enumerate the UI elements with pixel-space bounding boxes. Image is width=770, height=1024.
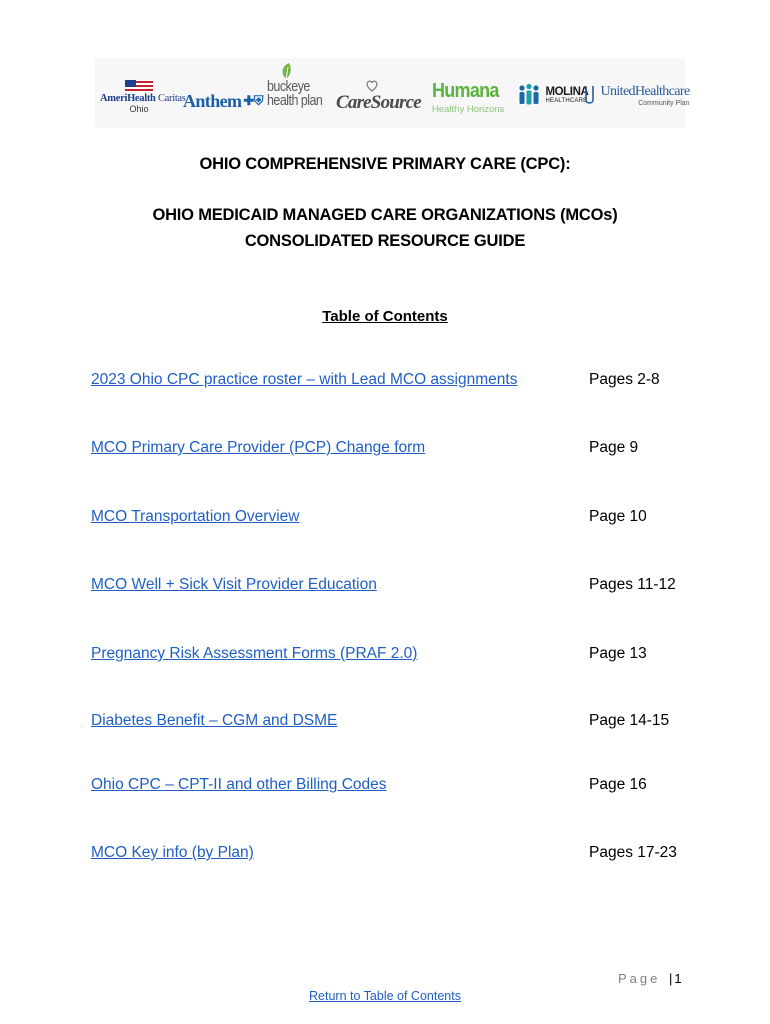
anthem-name: Anthem bbox=[183, 91, 242, 111]
molina-logo bbox=[518, 83, 588, 107]
toc-row bbox=[0, 712, 770, 734]
toc-pages: Page 16 bbox=[589, 776, 647, 793]
document-title-line2: OHIO MEDICAID MANAGED CARE ORGANIZATIONS (MCOs) bbox=[152, 206, 618, 224]
buckeye-line1: buckeye bbox=[267, 79, 310, 95]
people-icon bbox=[518, 83, 540, 107]
toc-link-transportation[interactable]: MCO Transportation Overview bbox=[91, 508, 300, 525]
toc-pages: Page 9 bbox=[589, 439, 639, 456]
humana-name: Humana bbox=[432, 80, 499, 102]
footer bbox=[0, 989, 770, 1003]
toc-link-well-sick-visit[interactable]: MCO Well + Sick Visit Provider Education bbox=[91, 576, 377, 593]
toc-link-mco-key-info[interactable]: MCO Key info (by Plan) bbox=[91, 844, 254, 861]
toc-link-roster[interactable]: 2023 Ohio CPC practice roster – with Lead MCO assignments bbox=[91, 371, 518, 388]
u-mark-icon bbox=[585, 84, 594, 106]
page-number-value: 1 bbox=[674, 971, 682, 986]
return-to-toc-link[interactable]: Return to Table of Contents bbox=[309, 989, 461, 1003]
page-word: Page bbox=[618, 971, 661, 986]
caresource-logo bbox=[336, 80, 421, 114]
unitedhealthcare-logo bbox=[585, 84, 690, 107]
amerihealth-name: AmeriHealth bbox=[100, 93, 156, 104]
toc-heading bbox=[0, 308, 770, 325]
toc-link-praf[interactable]: Pregnancy Risk Assessment Forms (PRAF 2.0) bbox=[91, 645, 418, 662]
uhc-name: UnitedHealthcare bbox=[600, 84, 690, 99]
molina-sub: HEALTHCARE bbox=[545, 97, 588, 104]
buckeye-health-plan-logo bbox=[267, 62, 331, 108]
toc-heading-text: Table of Contents bbox=[322, 308, 448, 325]
toc-pages: Page 14-15 bbox=[589, 712, 670, 729]
leaf-icon bbox=[279, 62, 293, 80]
toc-pages: Pages 2-8 bbox=[589, 371, 660, 388]
toc-row bbox=[0, 371, 770, 393]
toc-row bbox=[0, 645, 770, 667]
toc-link-billing-codes[interactable]: Ohio CPC – CPT-II and other Billing Codes bbox=[91, 776, 387, 793]
toc-row bbox=[0, 439, 770, 461]
cross-shield-icon: ✚⛨ bbox=[243, 93, 263, 108]
molina-name: MOLINA bbox=[545, 85, 589, 98]
toc-row bbox=[0, 776, 770, 798]
document-title-line1: OHIO COMPREHENSIVE PRIMARY CARE (CPC): bbox=[199, 155, 571, 173]
toc-row bbox=[0, 844, 770, 866]
toc-pages: Page 10 bbox=[589, 508, 647, 525]
toc-pages: Pages 17-23 bbox=[589, 844, 677, 861]
toc-pages: Page 13 bbox=[589, 645, 647, 662]
uhc-sub: Community Plan bbox=[638, 100, 690, 107]
buckeye-line2: health plan bbox=[267, 93, 323, 109]
toc-pages: Pages 11-12 bbox=[589, 576, 676, 593]
document-title-line3: CONSOLIDATED RESOURCE GUIDE bbox=[244, 232, 526, 250]
page-separator: | bbox=[669, 971, 673, 986]
heart-icon bbox=[366, 80, 378, 92]
humana-sub: Healthy Horizons bbox=[432, 104, 505, 115]
plan-logos-banner bbox=[95, 58, 690, 128]
amerihealth-name2: Caritas bbox=[157, 93, 186, 104]
flag-icon bbox=[125, 80, 153, 92]
toc-link-diabetes-benefit[interactable]: Diabetes Benefit – CGM and DSME bbox=[91, 712, 338, 729]
page-number bbox=[618, 971, 682, 986]
amerihealth-sub: Ohio bbox=[129, 104, 149, 114]
humana-logo bbox=[432, 81, 506, 115]
anthem-logo bbox=[183, 91, 263, 112]
toc-row bbox=[0, 508, 770, 530]
toc-row bbox=[0, 576, 770, 598]
caresource-name: CareSource bbox=[336, 92, 421, 113]
amerihealth-caritas-logo bbox=[100, 80, 186, 114]
toc-link-pcp-change-form[interactable]: MCO Primary Care Provider (PCP) Change form bbox=[91, 439, 426, 456]
